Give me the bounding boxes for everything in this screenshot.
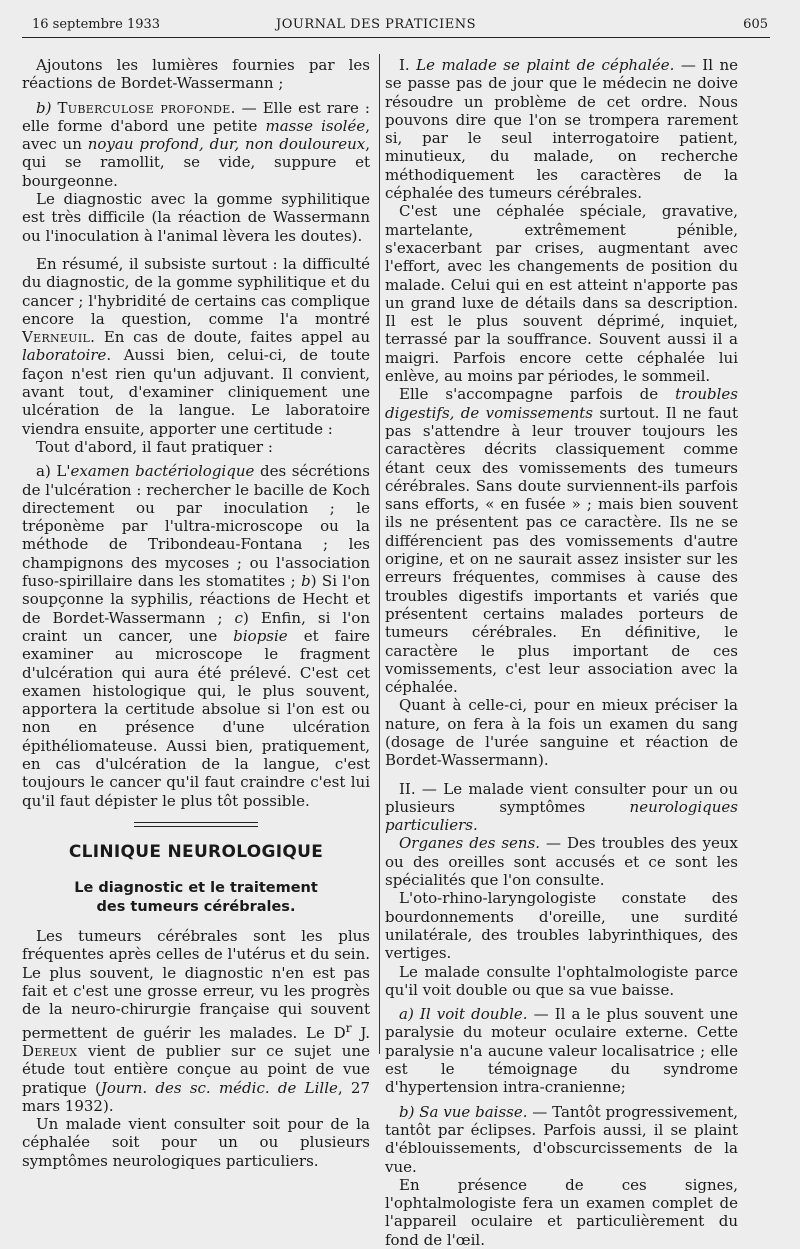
section-title: CLINIQUE NEUROLOGIQUE [68, 841, 324, 862]
paragraph: Elle s'accompagne parfois de troubles digestifs, de vomissements surtout. Il ne faut pas s'attendre à leur trouver toujours les caractères décrits classiquement comme étant ceux des vomissements des tumeurs cérébrales. Sans doute surviennent-ils parfois sans efforts, « en fusée » ; mais bien souvent ils ne présentent pas ce caractère. Ils ne se différencient pas des vomissements d'autre origine, et on ne saurait assez insister sur les erreurs fréquentes, commises à cause des troubles digestifs importants et variés que présentent certains malades porteurs de tumeurs cérébrales. En définitive, le caractère le plus important de ces vomissements, c'est leur association avec la céphalée. [385, 385, 738, 697]
header-rule [22, 37, 770, 38]
page-header [28, 14, 768, 34]
paragraph: Tout d'abord, il faut pratiquer : [36, 437, 273, 456]
left-column [22, 56, 370, 1170]
paragraph: I. Le malade se plaint de céphalée. — Il ne se passe pas de jour que le médecin ne doive résoudre un problème de cet ordre. Nous pouvons dire que l'on se trompera rarement si, par le seul interrogatoire patient, minutieux, du malade, on recherche méthodiquement les caractères de la céphalée des tumeurs cérébrales. [385, 56, 738, 203]
paragraph: Un malade vient consulter soit pour de la céphalée soit pour un ou plusieurs symptômes neurologiques particuliers. [22, 1115, 370, 1170]
paragraph: Les tumeurs cérébrales sont les plus fréquentes après celles de l'utérus et du sein. Le plus souvent, le diagnostic n'en est pas fait et c'est une grosse erreur, vu les progrès de la neuro-chirurgie française qui souvent permettent de guérir les malades. Le $D^r$ J. Dereux vient de publier sur ce sujet une étude tout entière conçue au point de vue pratique (Journ. des sc. médic. de Lille, 27 mars 1932). [22, 927, 370, 1115]
paragraph: a) Il voit double. — Il a le plus souvent une paralysie du moteur oculaire externe. Cette paralysie n'a aucune valeur localisatrice ; elle est le témoignage du syndrome d'hypertension intra-cranienne; [385, 1005, 738, 1097]
paragraph: L'oto-rhino-laryngologiste constate des bourdonnements d'oreille, une surdité unilatérale, des troubles labyrinthiques, des vertiges. [385, 889, 738, 963]
paragraph: C'est une céphalée spéciale, gravative, martelante, extrêmement pénible, s'exacerbant par crises, augmentant avec l'effort, avec les changements de position du malade. Celui qui en est atteint n'apporte pas un grand luxe de détails dans sa description. Il est le plus souvent déprimé, inquiet, terrassé par la souffrance. Souvent aussi il a maigri. Parfois encore cette céphalée lui enlève, au moins par périodes, le sommeil. [385, 202, 738, 386]
header-date: 16 septembre 1933 [32, 17, 161, 32]
article-title: Le diagnostic et le traitement des tumeurs cérébrales. [74, 880, 318, 916]
header-page-number: 605 [743, 17, 768, 32]
column-divider [379, 54, 380, 1054]
paragraph: Ajoutons les lumières fournies par les réactions de Bordet-Wassermann ; [22, 56, 370, 93]
paragraph: a) L'examen bactériologique des sécrétions de l'ulcération : rechercher le bacille de Koch directement ou par inoculation ; le tréponème par l'ultra-microscope ou la méthode de Tribondeau-Fontana ; les champignons des mycoses ; ou l'association fuso-spirillaire dans les stomatites ; b) Si l'on soupçonne la syphilis, réactions de Hecht et de Bordet-Wassermann ; c) Enfin, si l'on craint un cancer, une biopsie et faire examiner au microscope le fragment d'ulcération qui aura été prélevé. C'est cet examen histologique qui, le plus souvent, apportera la certitude absolue si l'on est ou non en présence d'une ulcération épithéliomateuse. Aussi bien, pratiquement, en cas d'ulcération de la langue, c'est toujours le cancer qu'il faut craindre c'est lui qu'il faut dépister le plus tôt possible. [22, 462, 371, 810]
paragraph: II. — Le malade vient consulter pour un ou plusieurs symptômes neurologiques particuliers. [385, 779, 738, 835]
paragraph: Le malade consulte l'ophtalmologiste parce qu'il voit double ou que sa vue baisse. [385, 962, 738, 999]
paragraph: Quant à celle-ci, pour en mieux préciser la nature, on fera à la fois un examen du sang (dosage de l'urée sanguine et réaction de Bordet-Wassermann). [385, 696, 738, 770]
paragraph: En résumé, il subsiste surtout : la difficulté du diagnostic, de la gomme syphilitique et du cancer ; l'hybridité de certains cas complique encore la question, comme l'a montré Verneuil. En cas de doute, faites appel au laboratoire. Aussi bien, celui-ci, de toute façon n'est rien qu'un adjuvant. Il convient, avant tout, d'examiner cliniquement une ulcération de la langue. Le laboratoire viendra ensuite, apporter une certitude : [22, 254, 370, 438]
paragraph: Le diagnostic avec la gomme syphilitique est très difficile (la réaction de Wassermann ou l'inoculation à l'animal lèvera les doutes). [22, 190, 370, 245]
paragraph: Organes des sens. — Des troubles des yeux ou des oreilles sont accusés et ce sont les spécialités que l'on consulte. [385, 834, 738, 890]
header-journal-title: JOURNAL DES PRATICIENS [276, 17, 476, 32]
right-column [385, 56, 738, 1249]
paragraph: b) Sa vue baisse. — Tantôt progressivement, tantôt par éclipses. Parfois aussi, il se plaint d'éblouissements, d'obscurcissements de la vue. [385, 1102, 738, 1176]
paragraph: En présence de ces signes, l'ophtalmologiste fera un examen complet de l'appareil oculaire et particulièrement du fond de l'œil. [385, 1175, 738, 1249]
paragraph: b) Tuberculose profonde. — Elle est rare : elle forme d'abord une petite masse isolée, avec un noyau profond, dur, non douloureux, qui se ramollit, se vide, suppure et bourgeonne. [22, 98, 370, 190]
section-ornament [134, 822, 258, 827]
